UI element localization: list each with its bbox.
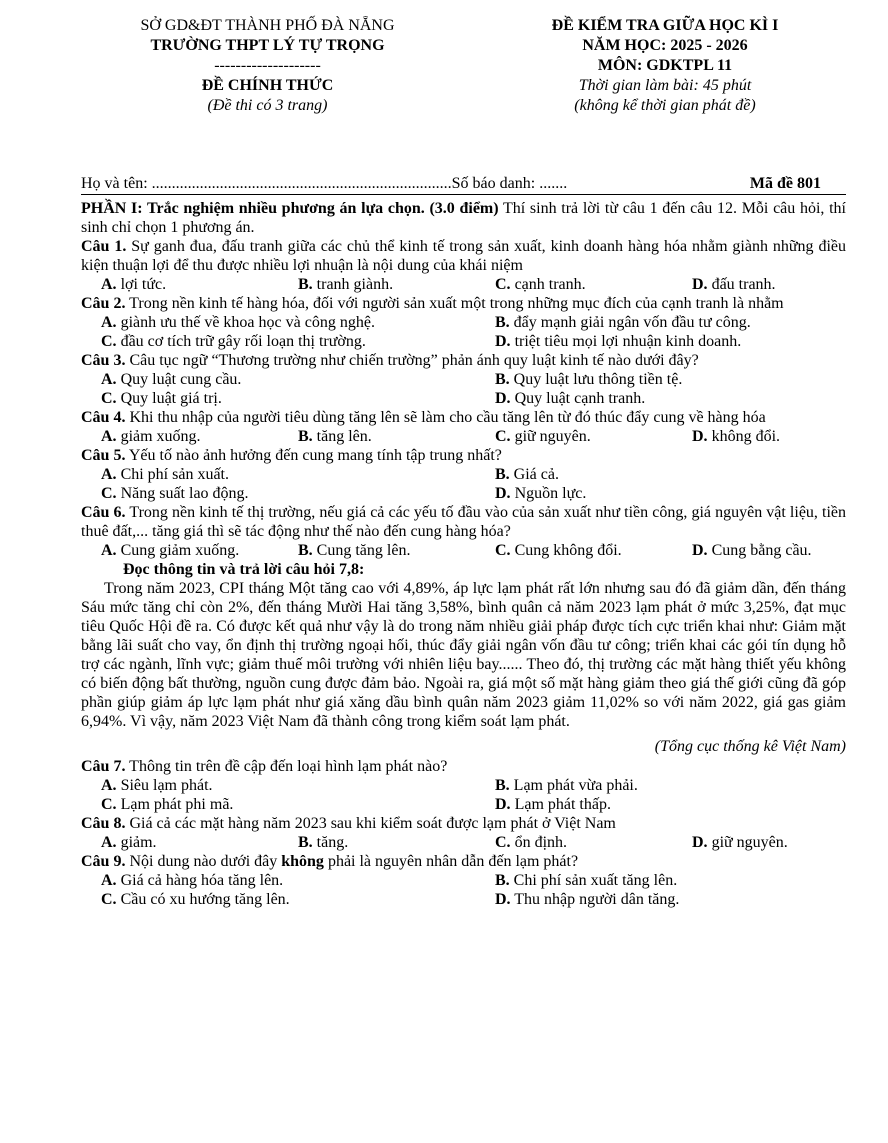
options-q5-row1 xyxy=(81,465,846,484)
page-count: (Đề thi có 3 trang) xyxy=(207,97,328,114)
option-b[interactable]: B. Lạm phát vừa phải. xyxy=(495,777,638,794)
part1-points: . (3.0 điểm) xyxy=(420,200,499,217)
school-name: TRƯỜNG THPT LÝ TỰ TRỌNG xyxy=(150,37,385,54)
options-q9-row1 xyxy=(81,871,846,890)
question-label: Câu 6. xyxy=(81,504,126,521)
option-d[interactable]: D. Nguồn lực. xyxy=(495,485,587,502)
part1-intro xyxy=(81,199,846,237)
option-b[interactable]: B. Cung tăng lên. xyxy=(298,542,411,559)
time-limit: Thời gian làm bài: 45 phút xyxy=(578,77,752,94)
school-year: NĂM HỌC: 2025 - 2026 xyxy=(582,37,748,54)
question-text: Trong nền kinh tế hàng hóa, đối với người sản xuất một trong những mục đích của cạnh tranh là nhằm xyxy=(125,295,784,312)
student-info-line xyxy=(81,174,846,194)
question-emphasis: không xyxy=(281,853,324,870)
question-label: Câu 3. xyxy=(81,352,126,369)
option-a[interactable]: A. Siêu lạm phát. xyxy=(101,777,213,794)
question-2 xyxy=(81,294,846,313)
question-8 xyxy=(81,814,846,833)
question-text: Thông tin trên đề cập đến loại hình lạm phát nào? xyxy=(125,758,448,775)
option-d[interactable]: D. triệt tiêu mọi lợi nhuận kinh doanh. xyxy=(495,333,742,350)
question-label: Câu 4. xyxy=(81,409,126,426)
options-q9-row2 xyxy=(81,890,846,909)
options-q3-row2 xyxy=(81,389,846,408)
options-q7-row1 xyxy=(81,776,846,795)
option-a[interactable]: A. Cung giảm xuống. xyxy=(101,542,240,559)
time-note: (không kể thời gian phát đề) xyxy=(574,97,756,114)
question-3 xyxy=(81,351,846,370)
reading-heading: Đọc thông tin và trả lời câu hỏi 7,8: xyxy=(123,561,365,578)
option-b[interactable]: B. tăng. xyxy=(298,834,349,851)
header-rule xyxy=(81,194,846,195)
question-6 xyxy=(81,503,846,541)
question-label: Câu 1. xyxy=(81,238,127,255)
question-text: phải là nguyên nhân dẫn đến lạm phát? xyxy=(323,853,579,870)
option-c[interactable]: C. Quy luật giá trị. xyxy=(101,390,222,407)
options-q7-row2 xyxy=(81,795,846,814)
option-d[interactable]: D. Quy luật cạnh tranh. xyxy=(495,390,646,407)
reading-passage: Trong năm 2023, CPI tháng Một tăng cao với 4,89%, áp lực lạm phát rất lớn nhưng sau đó đã giảm dần, đến tháng Sáu mức tăng chỉ còn 2%, đến tháng Mười Hai tăng 3,58%, bình quân cả năm 2023 lạm phát ở mức 3,25%, đạt mục tiêu Quốc Hội đề ra. Có được kết quả như vậy là do trong năm nhiều giải pháp được tích cực triển khai như: Giảm mặt bằng lãi suất cho vay, ổn định thị trường ngoại hối, thúc đẩy giải ngân vốn đầu tư công; triển khai các gói tín dụng hỗ trợ các ngành, lĩnh vực; giảm thuế môi trường với nhiên liệu bay...... Theo đó, thị trường các mặt hàng thiết yếu không có biến động bất thường, nguồn cung được đảm bảo. Ngoài ra, giá một số mặt hàng giảm theo giá thế giới cũng đã góp phần giúp giảm áp lực lạm phát như giá xăng dầu bình quân năm 2023 giảm 11,02% so với năm 2022, giá gas giảm 6,94%. Vì vậy, năm 2023 Việt Nam đã thành công trong kiểm soát lạm phát. xyxy=(81,580,846,730)
exam-title: ĐỀ KIỂM TRA GIỮA HỌC KÌ I xyxy=(551,17,779,34)
option-d[interactable]: D. Lạm phát thấp. xyxy=(495,796,611,813)
option-a[interactable]: A. Quy luật cung cầu. xyxy=(101,371,242,388)
option-a[interactable]: A. Giá cả hàng hóa tăng lên. xyxy=(101,872,284,889)
options-q8 xyxy=(81,833,846,852)
candidate-number-field: Số báo danh: ....... xyxy=(451,175,568,192)
part1-title: PHẦN I: Trắc nghiệm nhiều phương án lựa chọn xyxy=(81,200,421,217)
question-label: Câu 2. xyxy=(81,295,126,312)
option-a[interactable]: A. giảm xuống. xyxy=(101,428,201,445)
option-a[interactable]: A. Chi phí sản xuất. xyxy=(101,466,229,483)
option-d[interactable]: D. Thu nhập người dân tăng. xyxy=(495,891,680,908)
option-d[interactable]: D. đấu tranh. xyxy=(692,276,776,293)
option-a[interactable]: A. giảm. xyxy=(101,834,157,851)
student-name-field: Họ và tên: ........................................................................... xyxy=(81,175,452,192)
question-label: Câu 5. xyxy=(81,447,126,464)
options-q4 xyxy=(81,427,846,446)
option-b[interactable]: B. Giá cả. xyxy=(495,466,559,483)
question-9 xyxy=(81,852,846,871)
option-c[interactable]: C. giữ nguyên. xyxy=(495,428,591,445)
part1-instruction: Thí sinh trả lời từ câu 1 đến câu 12. Mỗi câu hỏi, thí sinh chỉ chọn 1 phương án. xyxy=(81,200,846,236)
option-d[interactable]: D. giữ nguyên. xyxy=(692,834,788,851)
option-b[interactable]: B. tăng lên. xyxy=(298,428,372,445)
question-text: Sự ganh đua, đấu tranh giữa các chủ thể kinh tế trong sản xuất, kinh doanh hàng hóa nhằm giành những điều kiện thuận lợi để thu được nhiều lợi nhuận là nội dung của khái niệm xyxy=(81,238,847,274)
option-c[interactable]: C. ổn định. xyxy=(495,834,568,851)
option-b[interactable]: B. Quy luật lưu thông tiền tệ. xyxy=(495,371,683,388)
option-b[interactable]: B. tranh giành. xyxy=(298,276,394,293)
reading-source: (Tổng cục thống kê Việt Nam) xyxy=(654,738,846,755)
question-text: Trong nền kinh tế thị trường, nếu giá cả các yếu tố đầu vào của sản xuất như tiền công, giá nguyên vật liệu, tiền thuê đất,... tăng giá thì sẽ tác động như thế nào đến cung hàng hóa? xyxy=(81,504,847,540)
option-c[interactable]: C. Năng suất lao động. xyxy=(101,485,249,502)
subject: MÔN: GDKTPL 11 xyxy=(597,57,733,74)
options-q1 xyxy=(81,275,846,294)
options-q2-row1 xyxy=(81,313,846,332)
options-q2-row2 xyxy=(81,332,846,351)
question-7 xyxy=(81,757,846,776)
options-q3-row1 xyxy=(81,370,846,389)
header-left xyxy=(95,16,440,116)
option-d[interactable]: D. không đổi. xyxy=(692,428,781,445)
option-c[interactable]: C. Cung không đổi. xyxy=(495,542,622,559)
question-label: Câu 7. xyxy=(81,758,126,775)
options-q5-row2 xyxy=(81,484,846,503)
option-c[interactable]: C. đầu cơ tích trữ gây rối loạn thị trường. xyxy=(101,333,366,350)
exam-body xyxy=(81,199,846,909)
question-5 xyxy=(81,446,846,465)
option-c[interactable]: C. Cầu có xu hướng tăng lên. xyxy=(101,891,290,908)
question-label: Câu 8. xyxy=(81,815,126,832)
question-text: Yếu tố nào ảnh hưởng đến cung mang tính tập trung nhất? xyxy=(125,447,502,464)
question-text: Nội dung nào dưới đây xyxy=(125,853,282,870)
question-text: Câu tục ngữ “Thương trường như chiến trường” phản ánh quy luật kinh tế nào dưới đây? xyxy=(125,352,699,369)
option-a[interactable]: A. lợi tức. xyxy=(101,276,167,293)
option-b[interactable]: B. đẩy mạnh giải ngân vốn đầu tư công. xyxy=(495,314,751,331)
option-c[interactable]: C. Lạm phát phi mã. xyxy=(101,796,234,813)
option-c[interactable]: C. cạnh tranh. xyxy=(495,276,586,293)
option-d[interactable]: D. Cung bằng cầu. xyxy=(692,542,812,559)
question-4 xyxy=(81,408,846,427)
question-1 xyxy=(81,237,846,275)
option-a[interactable]: A. giành ưu thế về khoa học và công nghệ. xyxy=(101,314,375,331)
official-label: ĐỀ CHÍNH THỨC xyxy=(201,77,334,94)
header-separator: -------------------- xyxy=(214,57,321,74)
question-text: Khi thu nhập của người tiêu dùng tăng lên sẽ làm cho cầu tăng lên từ đó thúc đẩy cung về hàng hóa xyxy=(125,409,766,426)
question-text: Giá cả các mặt hàng năm 2023 sau khi kiểm soát được lạm phát ở Việt Nam xyxy=(125,815,616,832)
question-label: Câu 9. xyxy=(81,853,126,870)
header-right xyxy=(475,16,855,116)
options-q6 xyxy=(81,541,846,560)
option-b[interactable]: B. Chi phí sản xuất tăng lên. xyxy=(495,872,678,889)
exam-code: Mã đề 801 xyxy=(749,175,821,192)
department-name: SỞ GD&ĐT THÀNH PHỐ ĐÀ NẴNG xyxy=(140,17,395,34)
